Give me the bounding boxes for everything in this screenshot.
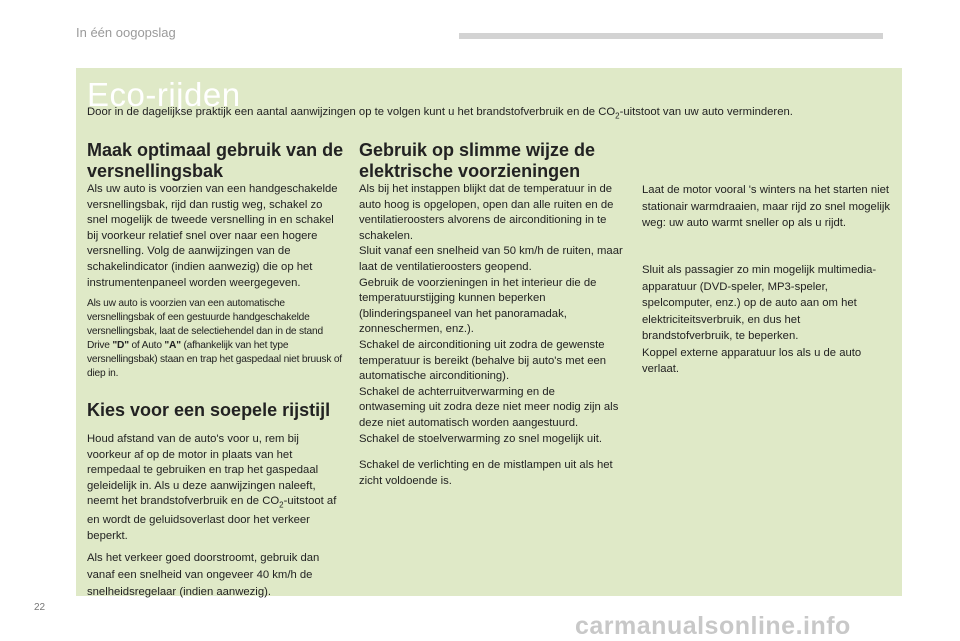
col1-para3: [87, 432, 342, 544]
col1-para2-a: Als uw auto is voorzien van een automatische versnellingsbak of een gestuurde handgeschakelde versnellingsbak, laat de selectiehendel dan in de stand Drive: [87, 298, 323, 352]
col2-para5: Schakel de achterruitverwarming en de ontwaseming uit zodra deze niet meer nodig zijn als deze niet automatisch worden aangestuurd.: [359, 385, 619, 429]
col1-para2-b: of Auto: [128, 340, 165, 352]
col3-para1: Laat de motor vooral 's winters na het starten niet stationair warmdraaien, maar rijd zo snel mogelijk weg: uw auto warmt sneller op als u rijdt.: [642, 184, 891, 229]
col1-block1: [87, 182, 342, 381]
col1-para1: Als uw auto is voorzien van een handgeschakelde versnellingsbak, rijd dan rustig weg, schakel zo snel mogelijk de tweede versnelling in en schakel bij voorkeur relatief snel over naar een hogere versnelling. Volg de aanwijzingen van de schakelindicator (indien aanwezig) die op het instrumentenpaneel worden weergegeven.: [87, 183, 338, 289]
col1-para2-d: "D": [112, 340, 129, 352]
col2-block2: [359, 458, 624, 489]
col1-para2-c: (afhankelijk van het type versnellingsbak) staan en trap het gaspedaal niet bruusk of diep in.: [87, 340, 342, 380]
col1-para3-sub: 2: [279, 500, 284, 510]
col1-para2-auto: "A": [164, 340, 181, 352]
header-bar: [459, 33, 883, 39]
col1-para3-b: -uitstoot af en wordt de geluidsoverlast door het verkeer beperkt.: [87, 495, 337, 542]
col2-para4: Schakel de airconditioning uit zodra de gewenste temperatuur is bereikt (behalve bij auto's met een automatische airconditioning).: [359, 338, 607, 383]
col1-para2: [87, 297, 342, 381]
col2-para1: Als bij het instappen blijkt dat de temperatuur in de auto hoog is opgelopen, open dan alle ruiten en de ventilatieroosters alvorens de airconditioning in te schakelen.: [359, 183, 614, 242]
col1-para4: Als het verkeer goed doorstroomt, gebruik dan vanaf een snelheid van ongeveer 40 km/h de snelheidsregelaar (indien aanwezig).: [87, 552, 320, 599]
intro-part2: -uitstoot van uw auto verminderen.: [619, 106, 793, 118]
heading-versnellingsbak: Maak optimaal gebruik van de versnellingsbak: [87, 140, 344, 181]
intro-part1: Door in de dagelijkse praktijk een aantal aanwijzingen op te volgen kunt u het brandstofverbruik en de CO: [87, 106, 616, 118]
col2-para7: Schakel de verlichting en de mistlampen uit als het zicht voldoende is.: [359, 459, 613, 487]
col2-para2: Sluit vanaf een snelheid van 50 km/h de ruiten, maar laat de ventilatieroosters geopend.: [359, 245, 623, 273]
col2-para3: Gebruik de voorzieningen in het interieur die de temperatuurstijging kunnen beperken (blinderingspaneel van het panoramadak, zonneschermen, enz.).: [359, 276, 597, 336]
col3-block2: [642, 262, 890, 378]
col3-para2: Sluit als passagier zo min mogelijk multimedia-apparatuur (DVD-speler, MP3-speler, spelcomputer, enz.) op de auto aan om het elektriciteitsverbruik, en dus het brandstofverbruik, te beperken.: [642, 264, 877, 342]
page-number: 22: [34, 602, 46, 613]
watermark: carmanualsonline.info: [575, 612, 851, 640]
intro-text: [87, 103, 877, 125]
heading-elektrische-voorzieningen: Gebruik op slimme wijze de elektrische voorzieningen: [359, 140, 596, 181]
heading-rijstijl: Kies voor een soepele rijstijl: [87, 400, 331, 420]
col2-para6: Schakel de stoelverwarming zo snel mogelijk uit.: [359, 432, 602, 445]
col1-para3-a: Houd afstand van de auto's voor u, rem bij voorkeur af op de motor in plaats van het rempedaal te gebruiken en trap het gaspedaal geleidelijk in. Als u deze aanwijzingen naleeft, neemt het brandstofverbruik en de CO: [87, 433, 319, 508]
col3-block1: [642, 182, 890, 232]
page-title: Eco-rijden: [87, 76, 241, 113]
col2-block1: [359, 182, 624, 447]
col1-block2: [87, 432, 342, 601]
section-header: In één oogopslag: [76, 25, 176, 40]
col3-para3: Koppel externe apparatuur los als u de auto verlaat.: [642, 346, 862, 375]
intro-sub: 2: [615, 111, 620, 121]
